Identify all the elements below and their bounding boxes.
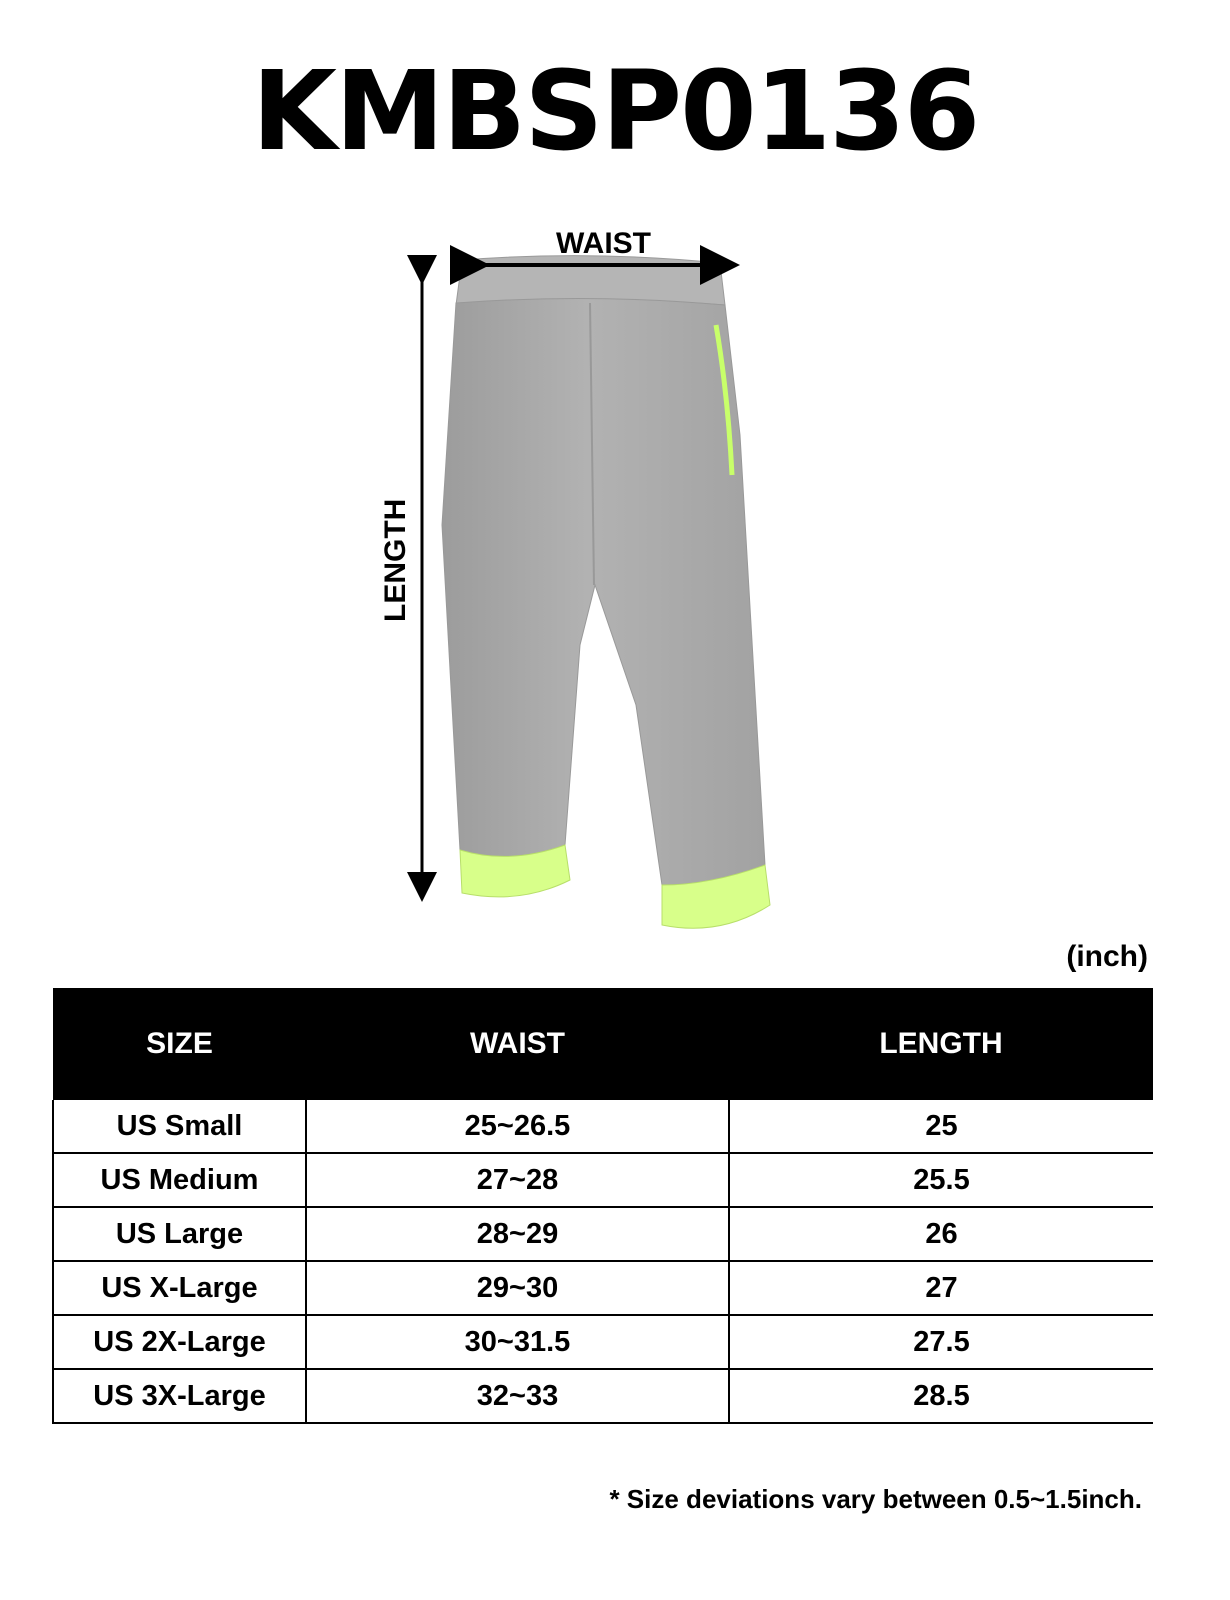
length-cell: 26 — [729, 1207, 1153, 1261]
header-size: SIZE — [53, 988, 306, 1100]
length-cell: 28.5 — [729, 1369, 1153, 1423]
table-row — [53, 1153, 1153, 1207]
size-cell: US X-Large — [53, 1261, 306, 1315]
size-cell: US Medium — [53, 1153, 306, 1207]
table-row — [53, 1369, 1153, 1423]
waist-cell: 32~33 — [306, 1369, 729, 1423]
size-cell: US 3X-Large — [53, 1369, 306, 1423]
header-length: LENGTH — [729, 988, 1153, 1100]
header-waist: WAIST — [306, 988, 729, 1100]
length-cell: 27 — [729, 1261, 1153, 1315]
waist-cell: 25~26.5 — [306, 1100, 729, 1153]
waist-cell: 30~31.5 — [306, 1315, 729, 1369]
length-dimension-label: LENGTH — [379, 498, 412, 622]
waist-cell: 27~28 — [306, 1153, 729, 1207]
length-cell: 25 — [729, 1100, 1153, 1153]
length-cell: 27.5 — [729, 1315, 1153, 1369]
unit-label: (inch) — [1066, 940, 1148, 973]
table-row — [53, 1261, 1153, 1315]
size-cell: US Small — [53, 1100, 306, 1153]
product-code-title: KMBSP0136 — [251, 47, 979, 175]
table-row — [53, 1207, 1153, 1261]
pants-illustration — [380, 225, 800, 950]
size-deviation-note: * Size deviations vary between 0.5~1.5inch. — [609, 1484, 1142, 1514]
table-row — [53, 1315, 1153, 1369]
table-header-row — [53, 988, 1153, 1100]
waist-dimension-label: WAIST — [556, 227, 651, 260]
waist-cell: 29~30 — [306, 1261, 729, 1315]
table-row — [53, 1100, 1153, 1153]
pants-body — [442, 298, 765, 885]
pants-diagram — [380, 225, 800, 950]
waist-cell: 28~29 — [306, 1207, 729, 1261]
size-chart-table — [52, 988, 1153, 1424]
size-cell: US Large — [53, 1207, 306, 1261]
size-cell: US 2X-Large — [53, 1315, 306, 1369]
length-cell: 25.5 — [729, 1153, 1153, 1207]
